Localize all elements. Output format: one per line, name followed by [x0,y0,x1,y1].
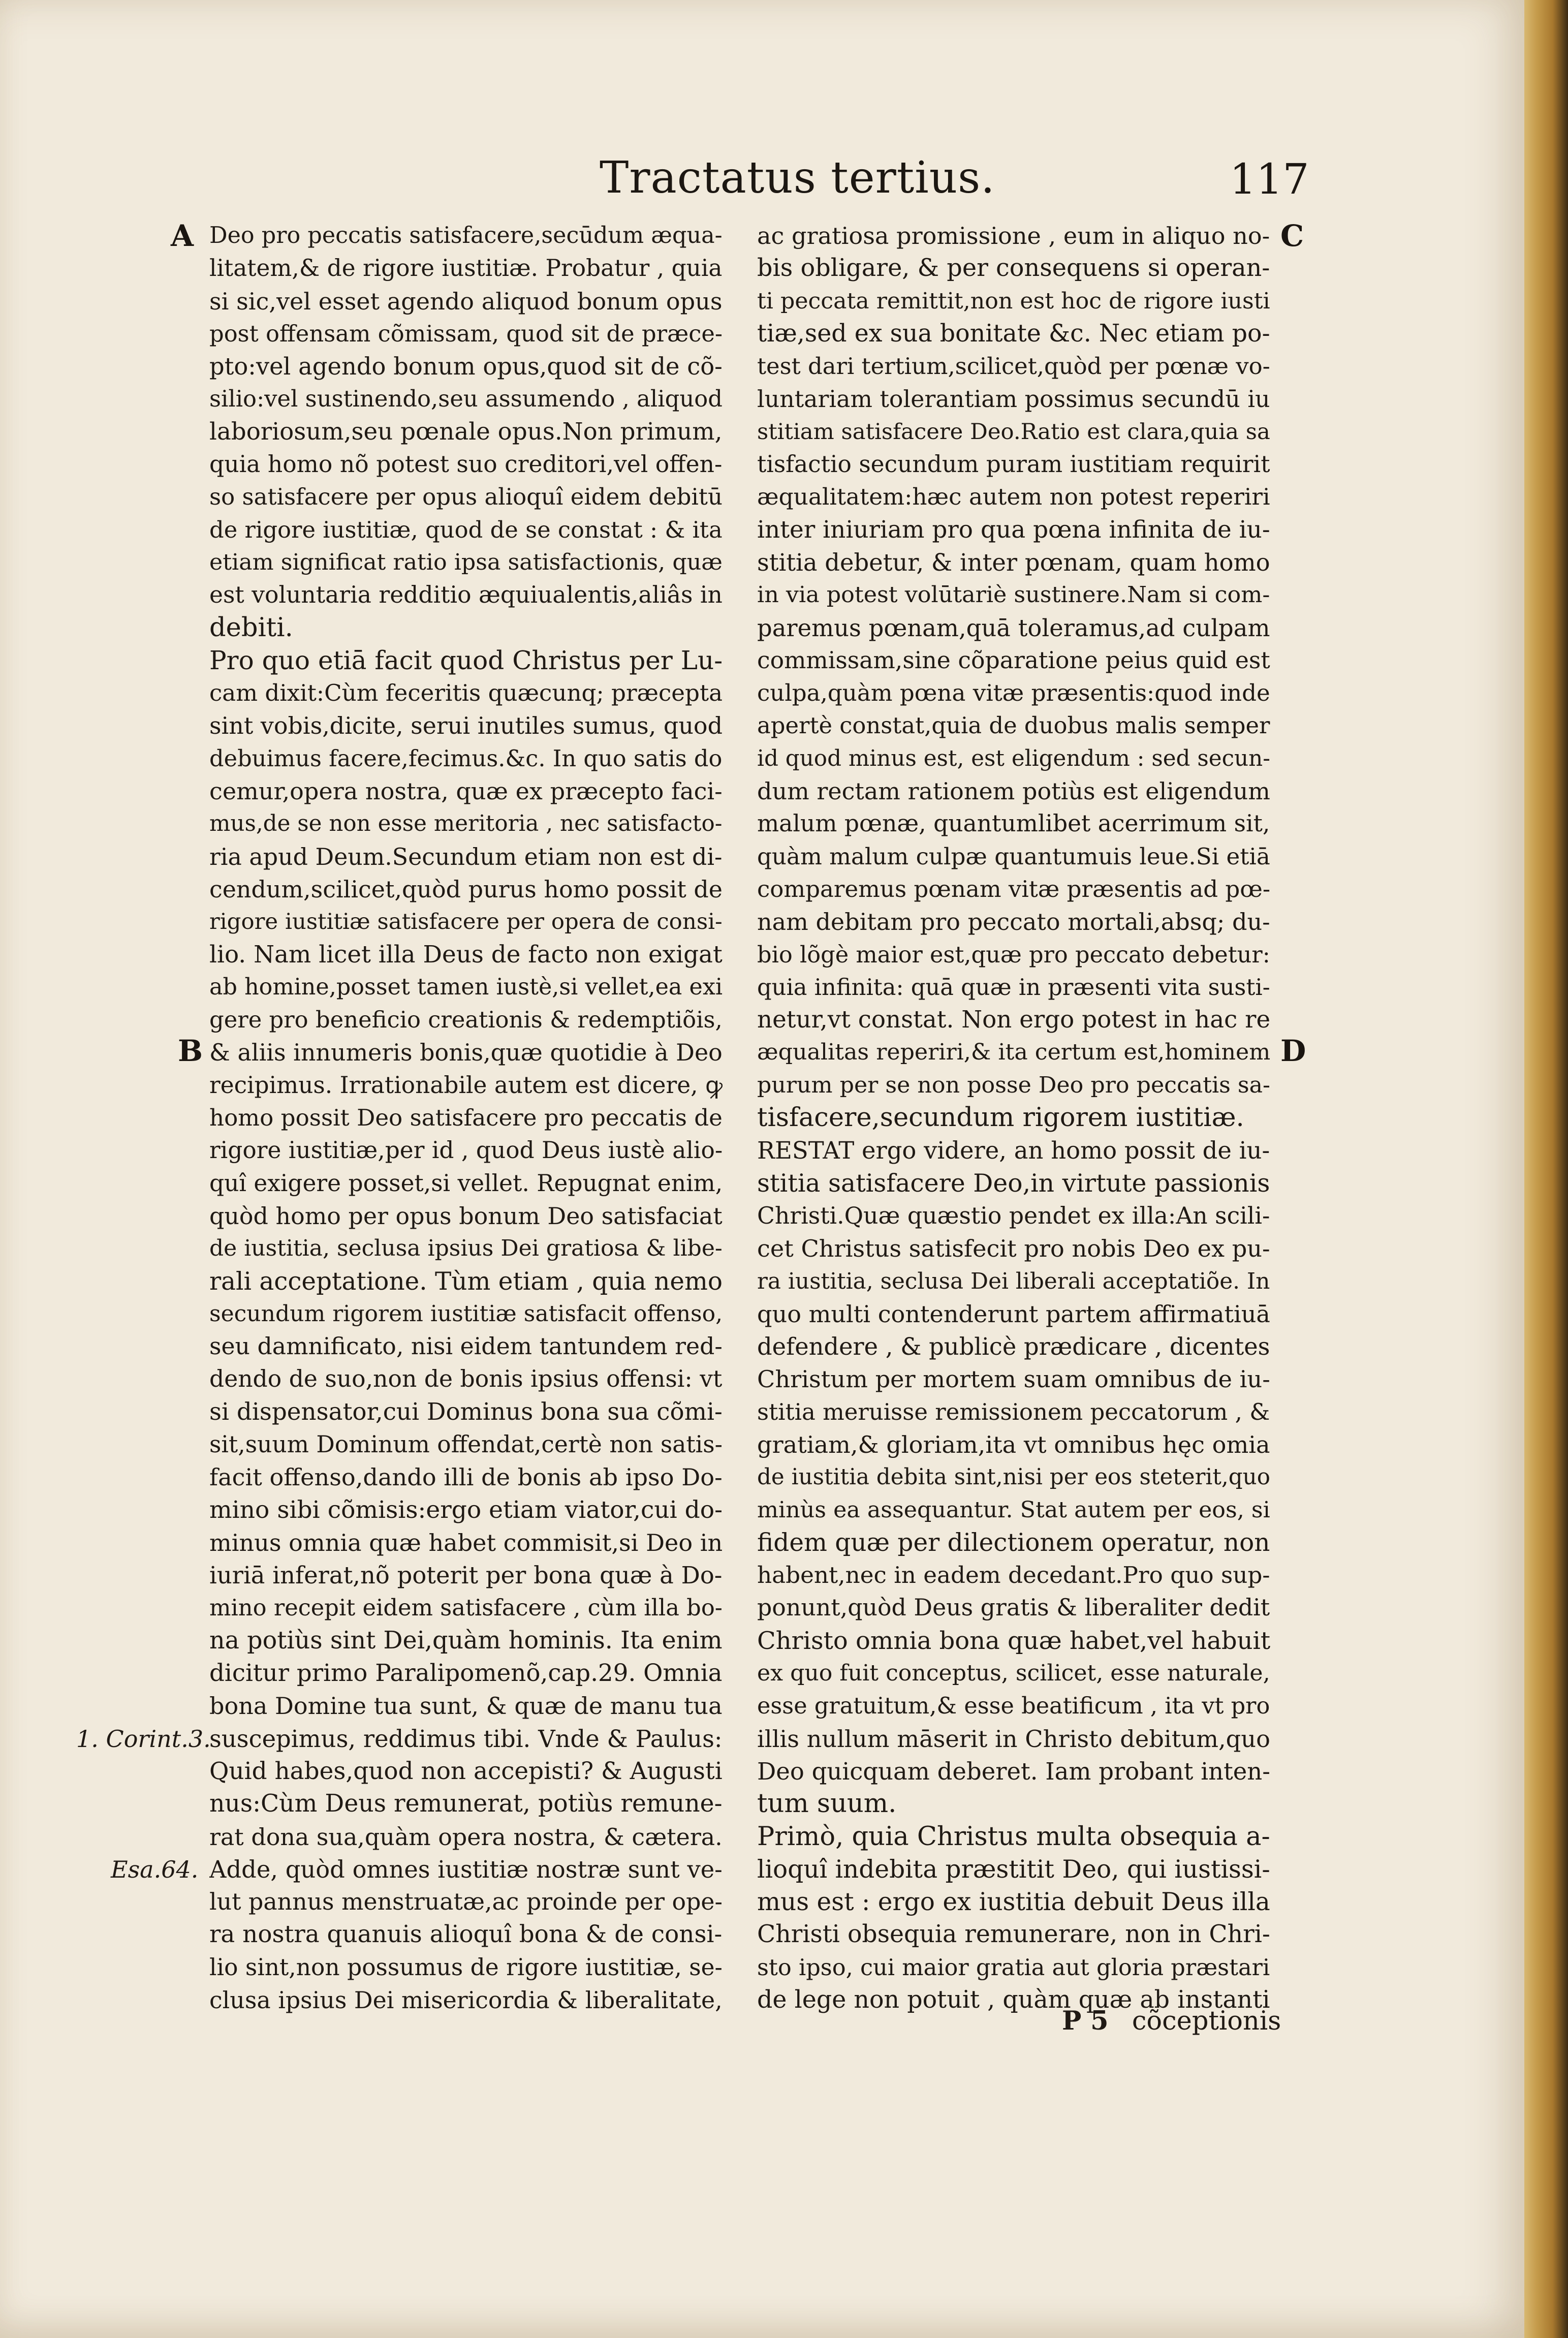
text-line: cet Christus satisfecit pro nobis Deo ex pu- [757,1235,1270,1263]
text-line: dendo de suo,non de bonis ipsius offensi: vt [209,1365,723,1393]
text-line: si sic,vel esset agendo aliquod bonum opus [209,287,723,315]
text-line: gratiam,& gloriam,ita vt omnibus hęc omia [757,1430,1270,1458]
signature-mark: P 5 [1062,2006,1109,2036]
catchword: cõceptionis [1132,2006,1281,2036]
text-line: quia infinita: quā quæ in præsenti vita susti- [757,973,1270,1001]
text-line: quî exigere posset,si vellet. Repugnat enim, [209,1169,723,1197]
text-line: fidem quæ per dilectionem operatur, non [757,1528,1270,1557]
text-line: bio lõgè maior est,quæ pro peccato debetur: [757,941,1270,968]
text-line: ponunt,quòd Deus gratis & liberaliter dedit [757,1594,1270,1622]
section-marker-b: B [178,1034,203,1068]
text-line: etiam significat ratio ipsa satisfactionis, quæ [209,549,723,575]
text-line: si dispensator,cui Dominus bona sua cõmi- [209,1398,723,1426]
text-line: homo possit Deo satisfacere pro peccatis de [209,1104,723,1132]
text-line: paremus pœnam,quā toleramus,ad culpam [757,614,1270,642]
text-line: bona Domine tua sunt, & quæ de manu tua [209,1692,723,1720]
text-line: quo multi contenderunt partem affirmatiuā [757,1300,1270,1328]
text-line: stitia satisfacere Deo,in virtute passionis [757,1168,1270,1198]
text-line: commissam,sine cõparatione peius quid est [757,646,1270,674]
text-line: tisfacere,secundum rigorem iustitiæ. [757,1103,1244,1133]
text-line: Christum per mortem suam omnibus de iu- [757,1365,1270,1393]
text-line: facit offenso,dando illi de bonis ab ipso Do- [209,1463,723,1491]
text-line: stitia meruisse remissionem peccatorum , & [757,1398,1270,1425]
text-line: dicitur primo Paralipomenõ,cap.29. Omnia [209,1660,723,1688]
text-line: tum suum. [757,1789,897,1819]
text-line: sto ipso, cui maior gratia aut gloria præstari [757,1954,1270,1981]
text-line: stitiam satisfacere Deo.Ratio est clara,quia sa [757,419,1270,445]
text-line: tisfactio secundum puram iustitiam requirit [757,451,1270,478]
text-line: tiæ,sed ex sua bonitate &c. Nec etiam po- [757,319,1270,348]
text-line: na potiùs sint Dei,quàm hominis. Ita enim [209,1626,723,1655]
text-line: RESTAT ergo videre, an homo possit de iu- [757,1137,1270,1165]
text-line: cendum,scilicet,quòd purus homo possit de [209,875,723,903]
text-line: id quod minus est, est eligendum : sed secun- [757,745,1270,771]
text-line: æqualitatem:hæc autem non potest reperiri [757,483,1270,511]
text-line: ab homine,posset tamen iustè,si vellet,ea exi [209,974,723,1000]
left-text-column [209,220,723,2016]
text-line: netur,vt constat. Non ergo potest in hac re [757,1006,1270,1034]
right-text-column [757,220,1270,2016]
text-line: lio. Nam licet illa Deus de facto non exigat [209,941,723,969]
text-line: mino sibi cõmisis:ergo etiam viator,cui do- [209,1495,723,1524]
text-line: Deo quicquam deberet. Iam probant inten- [757,1757,1270,1785]
text-line: quòd homo per opus bonum Deo satisfaciat [209,1202,723,1230]
text-line: comparemus pœnam vitæ præsentis ad pœ- [757,875,1270,902]
text-line: mus,de se non esse meritoria , nec satisfacto- [209,811,723,837]
marginal-ref-esaias: Esa.64. [111,1856,199,1883]
text-line: lut pannus menstruatæ,ac proinde per ope- [209,1888,723,1916]
text-line: seu damnificato, nisi eidem tantundem red- [209,1333,723,1360]
text-line: ra iustitia, seclusa Dei liberali acceptatiõe. In [757,1268,1270,1294]
text-line: laboriosum,seu pœnale opus.Non primum, [209,418,723,446]
text-line: clusa ipsius Dei misericordia & liberalitate, [209,1986,723,2014]
text-line: de rigore iustitiæ, quod de se constat : & ita [209,516,723,543]
text-line: de iustitia, seclusa ipsius Dei gratiosa & libe- [209,1235,723,1262]
text-line: nus:Cùm Deus remunerat, potiùs remune- [209,1790,723,1818]
text-line: rigore iustitiæ,per id , quod Deus iustè alio- [209,1137,723,1164]
text-line: gere pro beneficio creationis & redemptiõis, [209,1006,723,1034]
text-line: de lege non potuit , quàm quæ ab instanti [757,1986,1270,2014]
text-line: bis obligare, & per consequens si operan- [757,254,1270,283]
text-line: Christi obsequia remunerare, non in Chri- [757,1920,1270,1949]
text-line: quàm malum culpæ quantumuis leue.Si etiā [757,843,1270,870]
text-line: sit,suum Dominum offendat,certè non satis- [209,1430,723,1458]
text-line: debiti. [209,612,293,643]
text-line: minùs ea assequantur. Stat autem per eos, si [757,1497,1270,1523]
text-line: Adde, quòd omnes iustitiæ nostræ sunt ve- [209,1855,723,1883]
running-title: Tractatus tertius. [600,152,995,203]
text-line: nam debitam pro peccato mortali,absq; du- [757,908,1270,936]
page-number: 117 [1230,155,1309,204]
text-line: silio:vel sustinendo,seu assumendo , aliquod [209,385,723,413]
text-line: habent,nec in eadem decedant.Pro quo sup- [757,1562,1270,1589]
text-line: lio sint,non possumus de rigore iustitiæ, se- [209,1953,723,1981]
text-line: rali acceptatione. Tùm etiam , quia nemo [209,1267,723,1296]
text-line: lioquî indebita præstitit Deo, qui iustissi- [757,1855,1270,1884]
text-line: ac gratiosa promissione , eum in aliquo no- [757,222,1270,250]
text-line: mino recepit eidem satisfacere , cùm illa bo- [209,1594,723,1622]
text-line: malum pœnæ, quantumlibet acerrimum sit, [757,810,1270,837]
text-line: ria apud Deum.Secundum etiam non est di- [209,843,723,870]
text-line: luntariam tolerantiam possimus secundū iu [757,385,1270,413]
text-line: Quid habes,quod non accepisti? & Augusti [209,1757,723,1785]
text-line: Primò, quia Christus multa obsequia a- [757,1821,1270,1852]
text-line: defendere , & publicè prædicare , dicentes [757,1333,1270,1361]
text-line: quia homo nõ potest suo creditori,vel offen- [209,451,723,478]
text-line: illis nullum māserit in Christo debitum,quo [757,1725,1270,1753]
text-line: iuriā inferat,nõ poterit per bona quæ à Do- [209,1562,723,1589]
text-line: culpa,quàm pœna vitæ præsentis:quod inde [757,679,1270,707]
text-line: apertè constat,quia de duobus malis semper [757,712,1270,739]
section-marker-d: D [1280,1034,1306,1068]
text-line: cemur,opera nostra, quæ ex præcepto faci- [209,777,723,805]
text-line: dum rectam rationem potiùs est eligendum [757,777,1270,805]
text-line: sint vobis,dicite, serui inutiles sumus, quod [209,712,723,740]
text-line: rat dona sua,quàm opera nostra, & cætera. [209,1823,723,1851]
text-line: æqualitas reperiri,& ita certum est,hominem [757,1039,1270,1066]
text-line: Christi.Quæ quæstio pendet ex illa:An scili- [757,1202,1270,1229]
text-line: ra nostra quanuis alioquî bona & de consi- [209,1921,723,1949]
page-edge [1524,0,1568,2338]
text-line: Deo pro peccatis satisfacere,secūdum æqua- [209,223,723,248]
text-line: est voluntaria redditio æquiualentis,aliâs in [209,581,723,609]
text-line: ex quo fuit conceptus, scilicet, esse naturale, [757,1660,1270,1687]
marginal-ref-corinthians: 1. Corint.3. [76,1725,211,1753]
text-line: mus est : ergo ex iustitia debuit Deus illa [757,1888,1270,1917]
text-line: cam dixit:Cùm feceritis quæcunq; præcepta [209,679,723,707]
text-line: secundum rigorem iustitiæ satisfacit offenso, [209,1300,723,1327]
text-line: recipimus. Irrationabile autem est dicere, ꝙ [209,1071,723,1099]
text-line: litatem,& de rigore iustitiæ. Probatur , quia [209,255,723,282]
text-line: in via potest volūtariè sustinere.Nam si com- [757,582,1270,608]
text-line: de iustitia debita sint,nisi per eos steterit,quo [757,1464,1270,1490]
text-line: pto:vel agendo bonum opus,quod sit de cõ- [209,353,723,381]
text-line: test dari tertium,scilicet,quòd per pœnæ vo- [757,353,1270,380]
section-marker-c: C [1280,219,1304,253]
text-line: minus omnia quæ habet commisit,si Deo in [209,1529,723,1556]
text-line: esse gratuitum,& esse beatificum , ita vt pro [757,1693,1270,1720]
text-line: debuimus facere,fecimus.&c. In quo satis do [209,744,723,772]
text-line: purum per se non posse Deo pro peccatis sa- [757,1072,1270,1098]
text-line: ti peccata remittit,non est hoc de rigore iusti [757,288,1270,314]
section-marker-a: A [171,219,194,253]
text-line: so satisfacere per opus alioquî eidem debitū [209,483,723,511]
text-line: inter iniuriam pro qua pœna infinita de iu- [757,515,1270,544]
text-line: suscepimus, reddimus tibi. Vnde & Paulus: [209,1725,723,1753]
text-line: Christo omnia bona quæ habet,vel habuit [757,1626,1270,1655]
text-line: post offensam cõmissam, quod sit de præce- [209,320,723,347]
signature-line [1062,2005,1281,2038]
page-header [0,152,1524,203]
text-line: Pro quo etiā facit quod Christus per Lu- [209,645,723,675]
text-line: & aliis innumeris bonis,quæ quotidie à Deo [209,1039,723,1067]
text-line: stitia debetur, & inter pœnam, quam homo [757,548,1270,576]
text-line: rigore iustitiæ satisfacere per opera de consi- [209,909,723,935]
